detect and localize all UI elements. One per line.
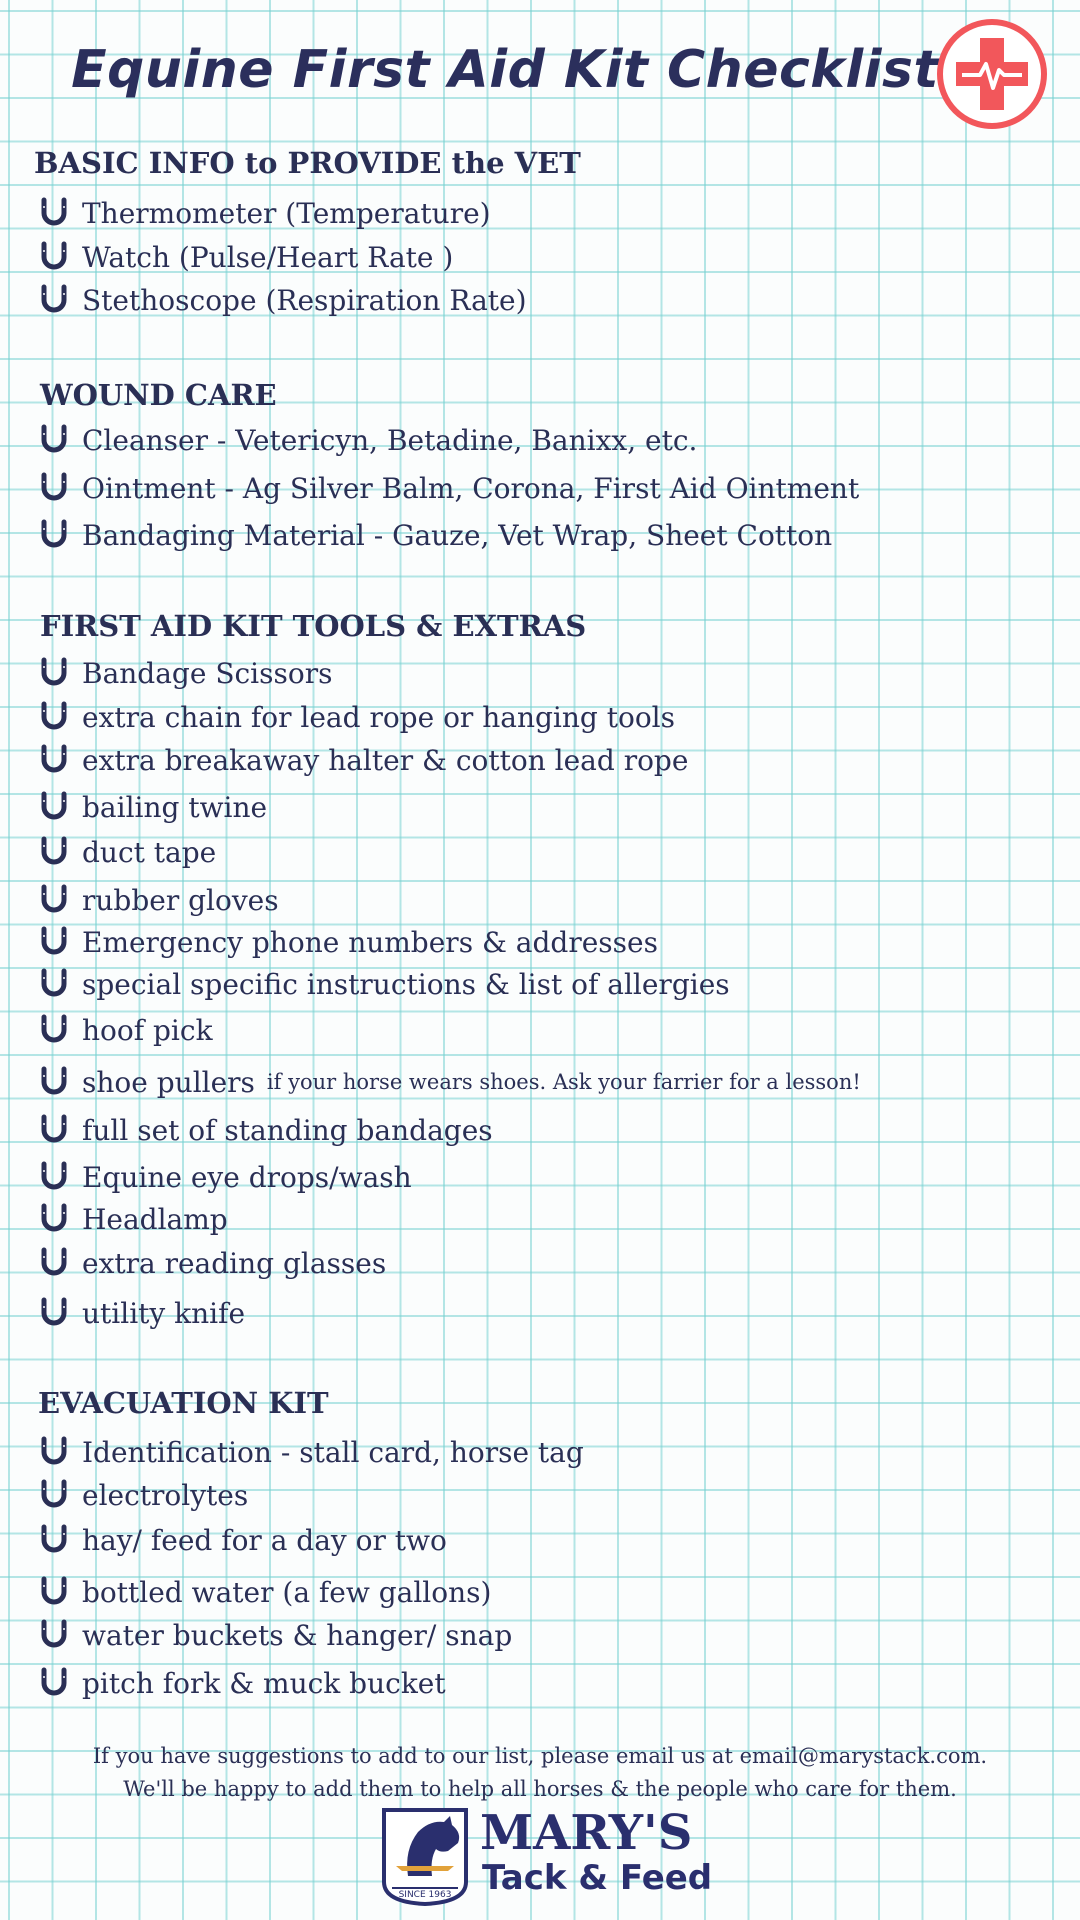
checklist-item-label: water buckets & hanger/ snap: [82, 1618, 513, 1652]
checklist-item: [40, 468, 859, 508]
horseshoe-icon: [40, 1066, 68, 1098]
page-title: Equine First Aid Kit Checklist: [71, 40, 939, 100]
horseshoe-icon: [40, 284, 68, 316]
horseshoe-icon: [40, 1667, 68, 1699]
checklist-item: [40, 1010, 213, 1050]
logo-name: MARY'S: [480, 1805, 693, 1861]
checklist-item: [40, 1062, 861, 1102]
horseshoe-icon: [40, 1247, 68, 1279]
section-heading: FIRST AID KIT TOOLS & EXTRAS: [40, 609, 587, 643]
checklist-item: [40, 653, 332, 693]
checklist-item-label: Identification - stall card, horse tag: [82, 1435, 584, 1469]
horseshoe-icon: [40, 1619, 68, 1651]
checklist-item: [40, 922, 658, 962]
checklist-item-label: shoe pullers: [82, 1065, 255, 1099]
footer-line-2: We'll be happy to add them to help all horses & the people who care for them.: [123, 1777, 957, 1801]
checklist-item-label: Ointment - Ag Silver Balm, Corona, First Aid Ointment: [82, 471, 860, 505]
checklist-item-label: electrolytes: [82, 1478, 249, 1512]
checklist-item: [40, 1293, 245, 1333]
horseshoe-icon: [40, 424, 68, 456]
horseshoe-icon: [40, 701, 68, 733]
checklist-item-label: rubber gloves: [82, 883, 279, 917]
checklist-item-label: bailing twine: [82, 790, 268, 824]
horseshoe-icon: [40, 1114, 68, 1146]
horseshoe-icon: [40, 744, 68, 776]
checklist-item-label: special specific instructions & list of allergies: [82, 967, 730, 1001]
medical-cross-icon: [936, 18, 1048, 130]
horseshoe-icon: [40, 1161, 68, 1193]
checklist-item-label: hoof pick: [82, 1013, 213, 1047]
horseshoe-icon: [40, 197, 68, 229]
checklist-item-label: duct tape: [82, 835, 217, 869]
checklist-item-label: extra breakaway halter & cotton lead rope: [82, 743, 689, 777]
checklist-item: [40, 1157, 412, 1197]
section-heading: EVACUATION KIT: [38, 1386, 329, 1420]
checklist-item: [40, 1520, 447, 1560]
checklist-item-label: Bandage Scissors: [82, 656, 333, 690]
checklist-item: [40, 193, 491, 233]
checklist-item-label: Emergency phone numbers & addresses: [82, 925, 658, 959]
checklist-item-label: extra chain for lead rope or hanging tools: [82, 700, 676, 734]
horseshoe-icon: [40, 926, 68, 958]
checklist-item: [40, 1475, 248, 1515]
checklist-item-label: Headlamp: [82, 1202, 228, 1236]
checklist-item: [40, 1663, 446, 1703]
checklist-item-label: Thermometer (Temperature): [82, 196, 491, 230]
checklist-item-label: pitch fork & muck bucket: [82, 1666, 446, 1700]
section-heading: BASIC INFO to PROVIDE the VET: [34, 146, 581, 180]
checklist-item: [40, 1243, 386, 1283]
horseshoe-icon: [40, 1014, 68, 1046]
horseshoe-icon: [40, 657, 68, 689]
footer-line-1: If you have suggestions to add to our list, please email us at email@marystack.com.: [92, 1744, 988, 1768]
checklist-item: [40, 515, 832, 555]
horseshoe-icon: [40, 836, 68, 868]
checklist-item-label: Equine eye drops/wash: [82, 1160, 412, 1194]
horseshoe-icon: [40, 1576, 68, 1608]
horseshoe-icon: [40, 884, 68, 916]
horseshoe-icon: [40, 1203, 68, 1235]
checklist-item: [40, 1615, 512, 1655]
logo-subtitle: Tack & Feed: [482, 1858, 713, 1898]
checklist-item: [40, 237, 453, 277]
checklist-item: [40, 697, 675, 737]
checklist-item-label: Stethoscope (Respiration Rate): [82, 283, 527, 317]
checklist-item: [40, 1432, 584, 1472]
checklist-item: [40, 1110, 493, 1150]
checklist-item: [40, 787, 267, 827]
horseshoe-icon: [40, 791, 68, 823]
marys-tack-feed-logo: [378, 1806, 718, 1906]
checklist-item-label: hay/ feed for a day or two: [82, 1523, 447, 1557]
checklist-item: [40, 964, 730, 1004]
horseshoe-icon: [40, 1524, 68, 1556]
section-heading: WOUND CARE: [40, 378, 277, 412]
logo-since: SINCE 1963: [398, 1890, 452, 1900]
checklist-item: [40, 740, 688, 780]
horseshoe-icon: [40, 1479, 68, 1511]
horseshoe-icon: [40, 1297, 68, 1329]
checklist-item: [40, 280, 527, 320]
checklist-item-label: utility knife: [82, 1296, 246, 1330]
checklist-item-label: bottled water (a few gallons): [82, 1575, 492, 1609]
checklist-item-label: full set of standing bandages: [82, 1113, 493, 1147]
horseshoe-icon: [40, 968, 68, 1000]
checklist-item: [40, 1199, 228, 1239]
horseshoe-icon: [40, 519, 68, 551]
horseshoe-icon: [40, 1436, 68, 1468]
checklist-item: [40, 832, 216, 872]
horseshoe-icon: [40, 241, 68, 273]
checklist-item: [40, 420, 697, 460]
checklist-item: [40, 1572, 491, 1612]
checklist-item-label: extra reading glasses: [82, 1246, 387, 1280]
checklist-item: [40, 880, 279, 920]
checklist-item-label: Cleanser - Vetericyn, Betadine, Banixx, etc.: [82, 423, 698, 457]
checklist-item-label: Bandaging Material - Gauze, Vet Wrap, Sheet Cotton: [82, 518, 833, 552]
checklist-item-label: Watch (Pulse/Heart Rate ): [82, 240, 454, 274]
checklist-item-note: if your horse wears shoes. Ask your farrier for a lesson!: [266, 1070, 861, 1094]
horseshoe-icon: [40, 472, 68, 504]
